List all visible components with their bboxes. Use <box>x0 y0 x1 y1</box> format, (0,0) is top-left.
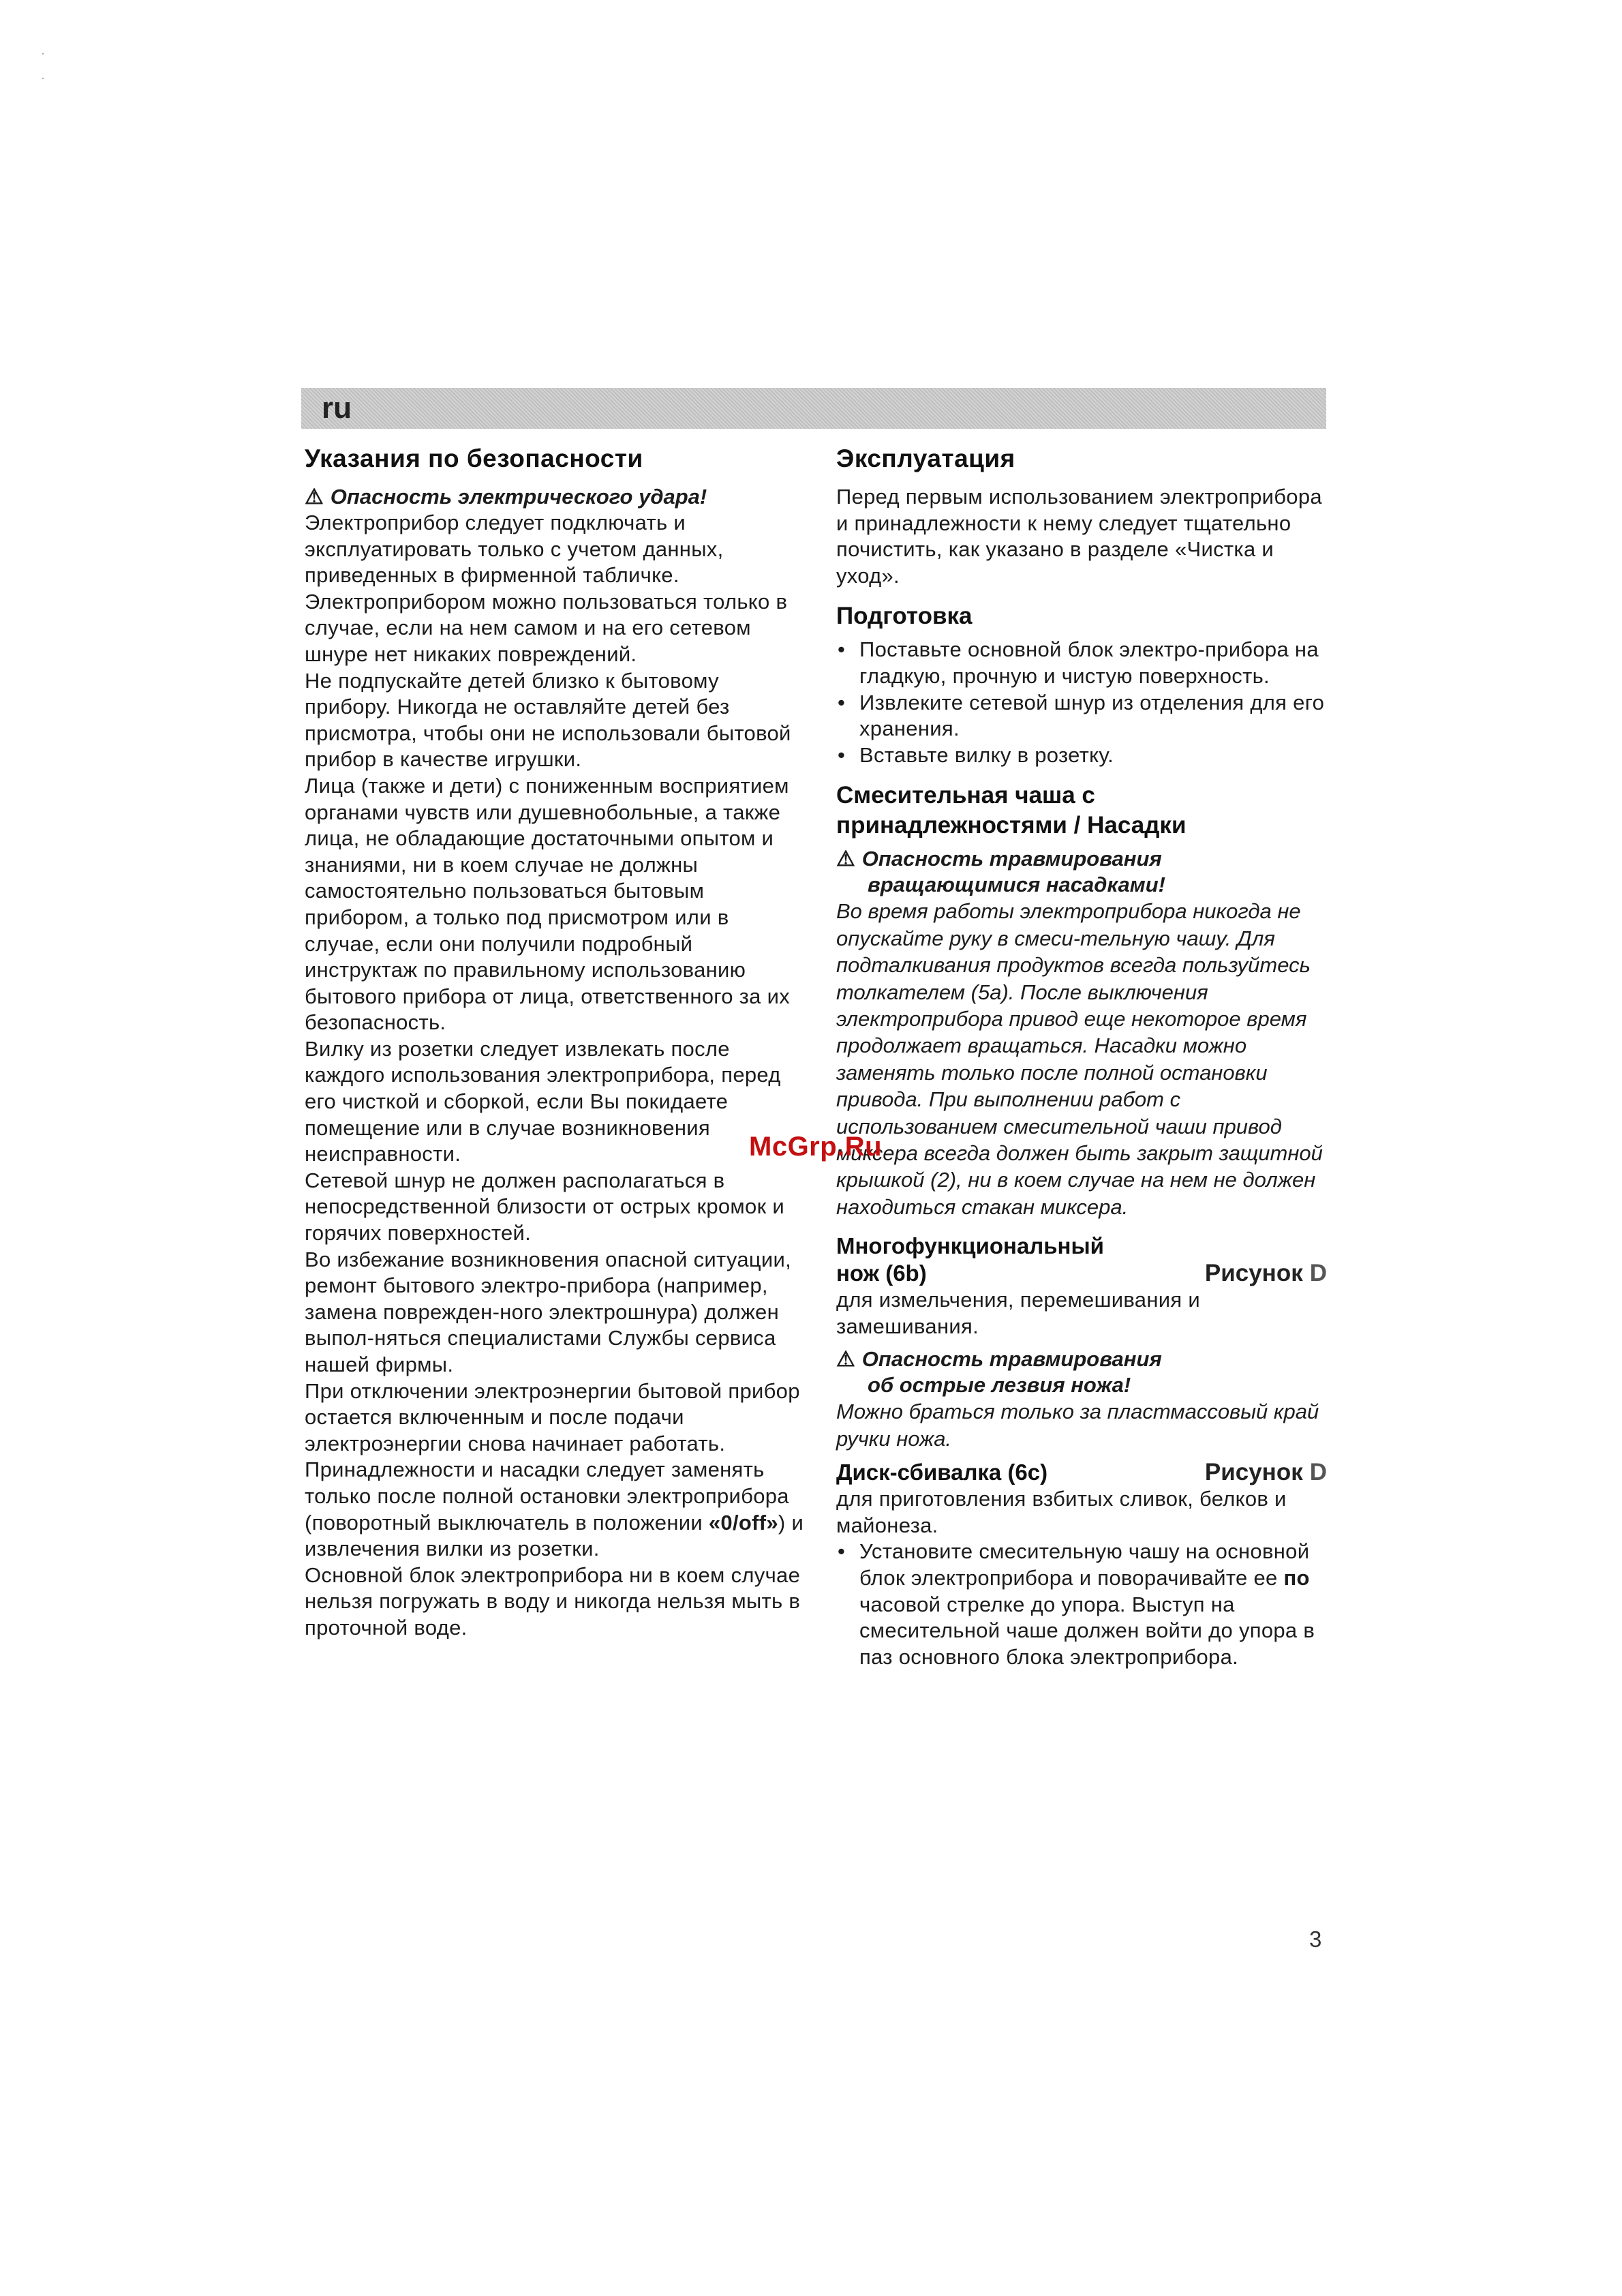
operation-column <box>836 443 1327 1670</box>
blade-warning: ⚠ Опасность травмирования об острые лезвия ножа! <box>836 1347 1162 1398</box>
knife-title-line-1: Многофункциональный <box>836 1233 1104 1259</box>
safety-paragraph-7: Во избежание возникновения опасной ситуации, ремонт бытового электро-прибора (например, замена поврежден-ного электрошнура) должен выпол-няться специалистами Службы сервиса нашей фирмы. <box>305 1247 792 1376</box>
operation-title: Эксплуатация <box>836 444 1015 472</box>
electric-shock-warning: ⚠ Опасность электрического удара! <box>305 485 707 509</box>
safety-paragraph-9: Принадлежности и насадки следует заменять только после полной остановки электроприбора (поворотный выключатель в положении «0/off») и извлечения вилки из розетки. <box>305 1457 804 1561</box>
bowl-section-title: Смесительная чаша с принадлежностями / Насадки <box>836 782 1187 839</box>
list-item: • Установите смесительную чашу на основной блок электроприбора и поворачивайте ее по часовой стрелке до упора. Выступ на смесительной чаше должен войти до упора в паз основного блока электроприбора. <box>836 1539 1327 1670</box>
safety-paragraph-3: Не подпускайте детей близко к бытовому прибору. Никогда не оставляйте детей без присмотра, чтобы они не использовали бытовой прибор в качестве игрушки. <box>305 668 791 772</box>
disk-description: для приготовления взбитых сливок, белков и майонеза. <box>836 1487 1287 1537</box>
safety-paragraph-5: Вилку из розетки следует извлекать после каждого использования электроприбора, перед его чисткой и сборкой, если Вы покидаете помещение или в случае возникновения неисправности. <box>305 1036 781 1166</box>
scan-specks: · · <box>41 46 45 85</box>
preparation-title: Подготовка <box>836 603 973 630</box>
disk-list <box>836 1539 1327 1670</box>
safety-column <box>305 443 809 1642</box>
operation-intro: Перед первым использованием электроприбора и принадлежности к нему следует тщательно почистить, как указано в разделе «Чистка и уход». <box>836 485 1322 588</box>
knife-figure-ref: Рисунок D <box>1204 1260 1327 1287</box>
safety-paragraph-8: При отключении электроэнергии бытовой прибор остается включенным и после подачи электроэнергии снова начинает работать. <box>305 1378 800 1455</box>
page-number: 3 <box>1309 1927 1322 1952</box>
knife-description: для измельчения, перемешивания и замешивания. <box>836 1288 1200 1338</box>
language-header-bar <box>301 388 1326 429</box>
blade-warning-text: Можно браться только за пластмассовый край ручки ножа. <box>836 1400 1319 1451</box>
rotating-tools-warning-text: Во время работы электроприбора никогда не опускайте руку в смеси-тельную чашу. Для подталкивания продуктов всегда пользуйтесь толкателем (5a). После выключения электроприбора привод еще некоторое время продолжает вращаться. Насадки можно заменять только после полной остановки привода. При выполнении работ с использованием смесительной чаши привод миксера всегда должен быть закрыт защитной крышкой (2), ни в коем случае на нем не должен находиться стакан миксера. <box>836 899 1323 1219</box>
safety-paragraph-1: Электроприбор следует подключать и эксплуатировать только с учетом данных, приведенных в фирменной табличке. <box>305 511 724 588</box>
safety-paragraph-2: Электроприбором можно пользоваться только в случае, если на нем самом и на его сетевом шнуре нет никаких повреждений. <box>305 589 788 666</box>
language-label: ru <box>322 391 352 425</box>
watermark: McGrp.Ru <box>749 1132 883 1162</box>
safety-paragraph-6: Сетевой шнур не должен располагаться в непосредственной близости от острых кромок и горячих поверхностей. <box>305 1168 784 1245</box>
warning-triangle-icon: ⚠ <box>836 847 855 871</box>
list-item: • Вставьте вилку в розетку. <box>836 742 1327 769</box>
knife-section <box>836 1233 1327 1340</box>
list-item: • Извлеките сетевой шнур из отделения для его хранения. <box>836 690 1327 742</box>
knife-title-line-2: нож (6b) <box>836 1260 927 1286</box>
safety-title: Указания по безопасности <box>305 444 643 472</box>
disk-figure-ref: Рисунок D <box>1204 1459 1327 1486</box>
warning-triangle-icon: ⚠ <box>836 1347 855 1372</box>
safety-paragraph-4: Лица (также и дети) с пониженным восприятием органами чувств или душевнобольные, а также лица, не обладающие достаточными опытом и знаниями, ни в коем случае не должны самостоятельно пользоваться бытовым прибором, а только под присмотром или в случае, если они получили подробный инструктаж по правильному использованию бытового прибора от лица, ответственного за их безопасность. <box>305 773 791 1035</box>
disk-section <box>836 1459 1327 1670</box>
preparation-list <box>836 637 1327 768</box>
safety-paragraph-10: Основной блок электроприбора ни в коем случае нельзя погружать в воду и никогда нельзя мыть в проточной воде. <box>305 1562 801 1640</box>
disk-title: Диск-сбивалка (6c) <box>836 1460 1048 1485</box>
list-item: • Поставьте основной блок электро-прибора на гладкую, прочную и чистую поверхность. <box>836 637 1327 689</box>
rotating-tools-warning: ⚠ Опасность травмирования вращающимися насадками! <box>836 847 1165 897</box>
warning-triangle-icon: ⚠ <box>305 485 324 509</box>
